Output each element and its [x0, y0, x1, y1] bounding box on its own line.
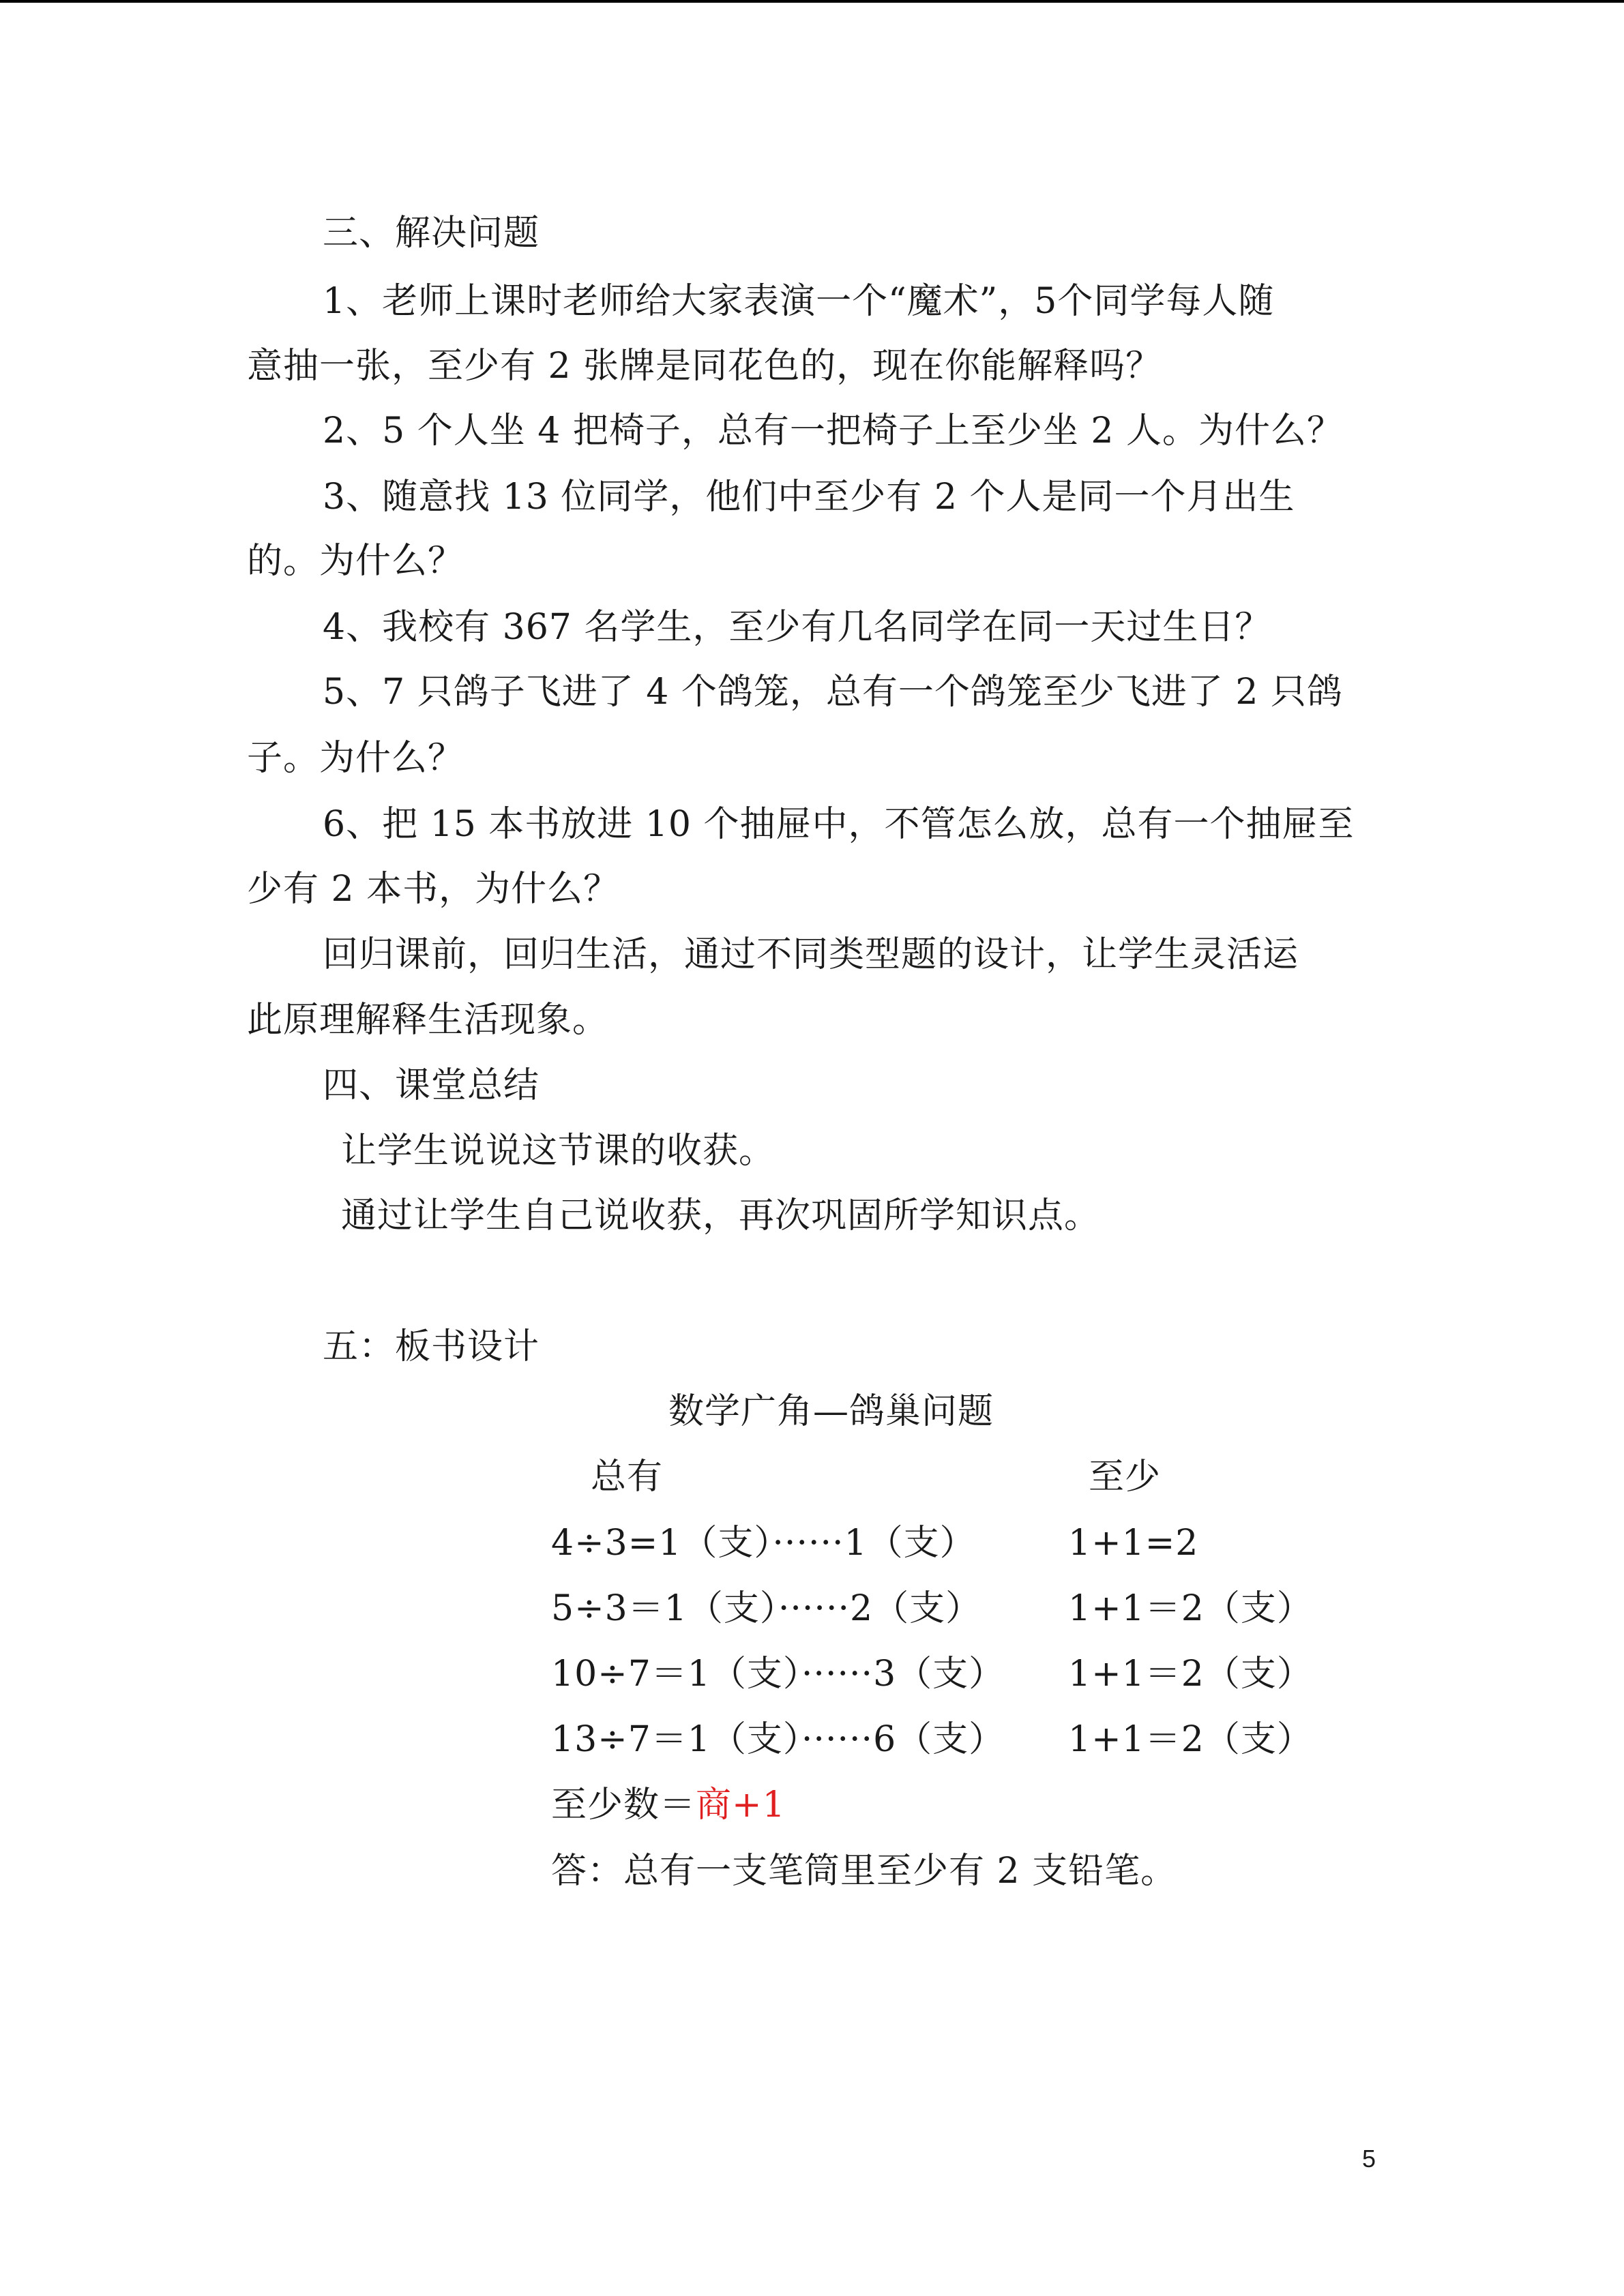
summary-line-1: 让学生说说这节课的收获。 — [341, 1131, 776, 1172]
question-5-line-1: 5、7 只鸽子飞进了 4 个鸽笼，总有一个鸽笼至少飞进了 2 只鸽 — [323, 672, 1343, 713]
board-row-2-left: 5÷3＝1（支）······2（支） — [551, 1588, 982, 1629]
formula-prefix: 至少数＝ — [551, 1785, 696, 1825]
question-3-line-2: 的。为什么？ — [247, 541, 464, 582]
board-row-3-right: 1+1＝2（支） — [1068, 1654, 1313, 1695]
top-border-line — [0, 0, 1624, 3]
design-note-line-1: 回归课前，回归生活，通过不同类型题的设计，让学生灵活运 — [323, 934, 1299, 975]
board-row-1-right: 1+1=2 — [1068, 1523, 1199, 1564]
section-heading-3: 三、解决问题 — [323, 213, 540, 254]
board-row-4-left: 13÷7＝1（支）······6（支） — [551, 1719, 1005, 1760]
board-row-1-left: 4÷3=1（支）······1（支） — [551, 1523, 976, 1564]
question-4: 4、我校有 367 名学生，至少有几名同学在同一天过生日？ — [323, 607, 1271, 648]
design-note-line-2: 此原理解释生活现象。 — [247, 1000, 609, 1041]
answer-line: 答：总有一支笔筒里至少有 2 支铅笔。 — [551, 1851, 1177, 1892]
board-row-3-left: 10÷7＝1（支）······3（支） — [551, 1654, 1005, 1695]
column-label-left: 总有 — [591, 1457, 664, 1497]
formula-line — [551, 1787, 786, 1823]
question-6-line-1: 6、把 15 本书放进 10 个抽屉中，不管怎么放，总有一个抽屉至 — [323, 804, 1355, 845]
board-row-2-right: 1+1＝2（支） — [1068, 1588, 1313, 1629]
board-title: 数学广角—鸽巢问题 — [668, 1391, 994, 1432]
section-heading-5: 五：板书设计 — [323, 1326, 540, 1367]
question-1-line-1: 1、老师上课时老师给大家表演一个“魔术”，5个同学每人随 — [323, 281, 1275, 322]
question-1-line-2: 意抽一张，至少有 2 张牌是同花色的，现在你能解释吗？ — [247, 346, 1162, 387]
question-6-line-2: 少有 2 本书，为什么？ — [247, 869, 620, 910]
page-number: 5 — [1362, 2145, 1376, 2173]
question-2: 2、5 个人坐 4 把椅子，总有一把椅子上至少坐 2 人。为什么？ — [323, 411, 1343, 451]
question-3-line-1: 3、随意找 13 位同学，他们中至少有 2 个人是同一个月出生 — [323, 477, 1295, 518]
board-row-4-right: 1+1＝2（支） — [1068, 1719, 1313, 1760]
column-label-right: 至少 — [1089, 1457, 1162, 1497]
section-heading-4: 四、课堂总结 — [323, 1065, 540, 1106]
summary-line-2: 通过让学生自己说收获，再次巩固所学知识点。 — [341, 1195, 1101, 1236]
question-5-line-2: 子。为什么？ — [247, 738, 464, 779]
formula-highlight: 商+1 — [696, 1785, 786, 1825]
